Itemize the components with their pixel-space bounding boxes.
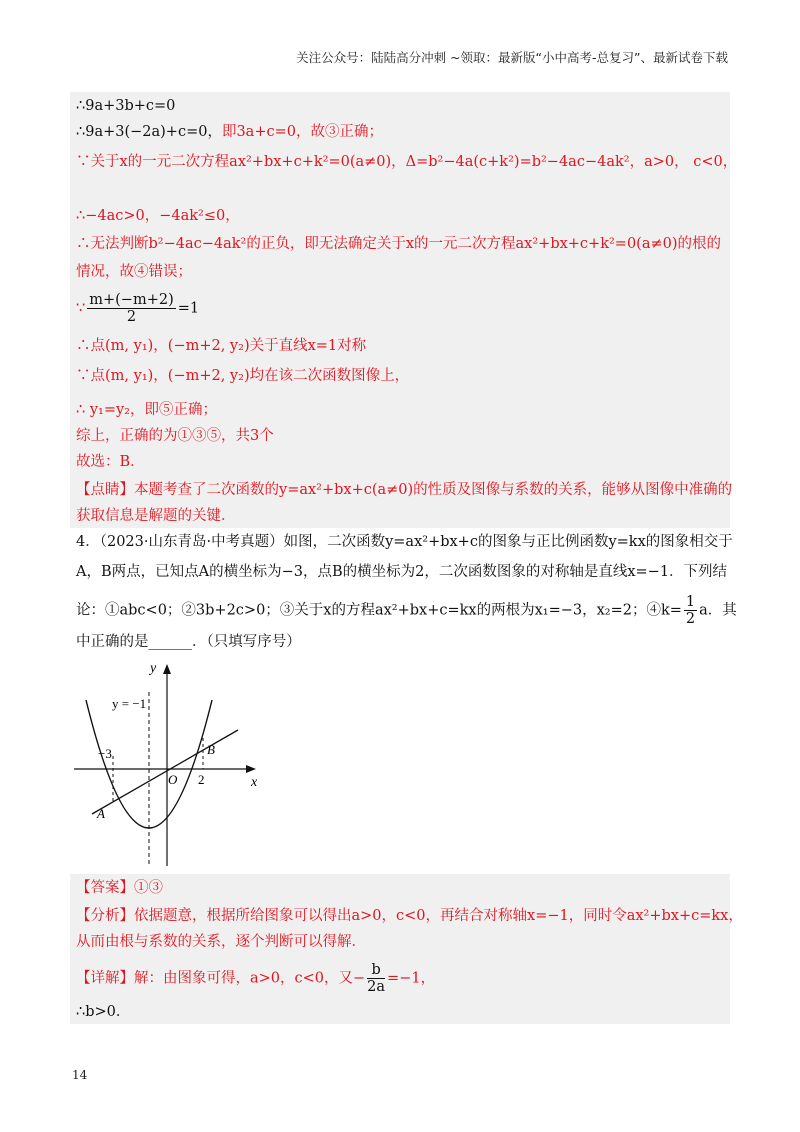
question-line: 4．（2023·山东青岛·中考真题）如图，二次函数y=ax²+bx+c的图象与正比例函数y=kx的图象相交于 bbox=[76, 534, 733, 550]
origin-label: O bbox=[168, 772, 178, 787]
line-y-kx bbox=[92, 730, 238, 814]
point-b-label: B bbox=[207, 742, 215, 757]
fraction-numerator: 1 bbox=[685, 594, 696, 610]
solution-line: ∵关于x的一元二次方程ax²+bx+c+k²=0(a≠0)，Δ=b²−4a(c+k²)=b²−4ac−4ak²，a>0， c<0， bbox=[76, 154, 738, 170]
fraction-denominator: 2a bbox=[367, 979, 386, 995]
solution-line bbox=[76, 122, 383, 142]
fraction-denominator: 2 bbox=[685, 611, 696, 627]
solution-line-part: ∴9a+3(−2a)+c=0， bbox=[76, 124, 222, 140]
fraction-numerator: b bbox=[367, 962, 385, 979]
page-number: 14 bbox=[72, 1068, 88, 1082]
solution-line-part: 均在该二次函数图像上， bbox=[249, 368, 410, 384]
point-a-label: A bbox=[97, 806, 105, 821]
fraction bbox=[684, 594, 697, 627]
symmetry-axis-label: y = −1 bbox=[112, 696, 147, 711]
solution-line: ∴ y₁=y₂，即⑤正确； bbox=[76, 402, 217, 418]
fraction-denominator: 2 bbox=[126, 309, 137, 325]
tick-label-neg3: −3 bbox=[98, 746, 112, 761]
parabola-figure bbox=[70, 656, 270, 871]
question-line: A，B两点，已知点A的横坐标为−3，点B的横坐标为2，二次函数图象的对称轴是直线x=−1．下列结 bbox=[76, 564, 728, 580]
solution-line bbox=[76, 336, 366, 356]
fraction bbox=[367, 962, 385, 995]
question-line-part: 论：①abc<0；②3b+2c>0；③关于x的方程ax²+bx+c=kx的两根为x₁=−3，x₂=2；④k= bbox=[76, 602, 682, 619]
fraction bbox=[87, 292, 176, 325]
solution-line: 情况，故④错误； bbox=[76, 264, 192, 280]
y-axis-arrow bbox=[163, 664, 171, 674]
solution-line-part: ∴点(m, y₁)，(−m+2, y₂) bbox=[76, 338, 250, 354]
question-line bbox=[76, 594, 737, 627]
solution-line: 综上，正确的为①③⑤，共3个 bbox=[76, 428, 274, 444]
detail-line-part: 【详解】解：由图象可得，a>0，c<0，又− bbox=[76, 970, 366, 987]
solution-line-part: =1 bbox=[177, 300, 200, 317]
solution-line: ∴无法判断b²−4ac−4ak²的正负，即无法确定关于x的一元二次方程ax²+bx+c+k²=0(a≠0)的根的 bbox=[76, 236, 721, 252]
solution-line bbox=[76, 292, 199, 325]
x-axis-label: x bbox=[251, 775, 258, 790]
question-line-part: a．其 bbox=[699, 602, 737, 619]
analysis-line: 从而由根与系数的关系，逐个判断可以得解． bbox=[76, 934, 366, 950]
detail-line bbox=[76, 962, 435, 995]
question-line: 中正确的是______．（只填写序号） bbox=[76, 634, 301, 650]
detail-line: ∴b>0． bbox=[76, 1004, 131, 1020]
solution-line: 故选：B． bbox=[76, 454, 145, 470]
analysis-line: 【分析】依据题意，根据所给图象可以得出a>0，c<0，再结合对称轴x=−1，同时令ax²+bx+c=kx， bbox=[76, 908, 743, 924]
solution-line-part: 即3a+c=0，故③正确； bbox=[221, 124, 383, 140]
solution-line: ∴−4ac>0，−4ak²≤0， bbox=[76, 208, 240, 224]
solution-line: ∴9a+3b+c=0 bbox=[76, 98, 176, 114]
solution-line: 【点睛】本题考查了二次函数的y=ax²+bx+c(a≠0)的性质及图像与系数的关系，能够从图像中准确的 bbox=[76, 482, 733, 498]
fraction-numerator: m+(−m+2) bbox=[89, 292, 174, 308]
solution-line-part: ∵点(m, y₁)，(−m+2, y₂) bbox=[76, 368, 250, 384]
page-header: 关注公众号：陆陆高分冲刺 ~领取：最新版“小中高考-总复习”、最新试卷下载 bbox=[296, 50, 728, 65]
x-axis-arrow bbox=[246, 765, 256, 773]
tick-label-2: 2 bbox=[198, 772, 205, 787]
solution-line bbox=[76, 366, 409, 386]
answer-line: 【答案】①③ bbox=[76, 880, 163, 896]
solution-line: 获取信息是解题的关键． bbox=[76, 508, 236, 524]
solution-line-part: 关于直线x=1对称 bbox=[249, 338, 367, 354]
y-axis-label: y bbox=[150, 661, 157, 676]
detail-line-part: =−1， bbox=[387, 970, 436, 987]
because-symbol: ∵ bbox=[76, 300, 86, 317]
